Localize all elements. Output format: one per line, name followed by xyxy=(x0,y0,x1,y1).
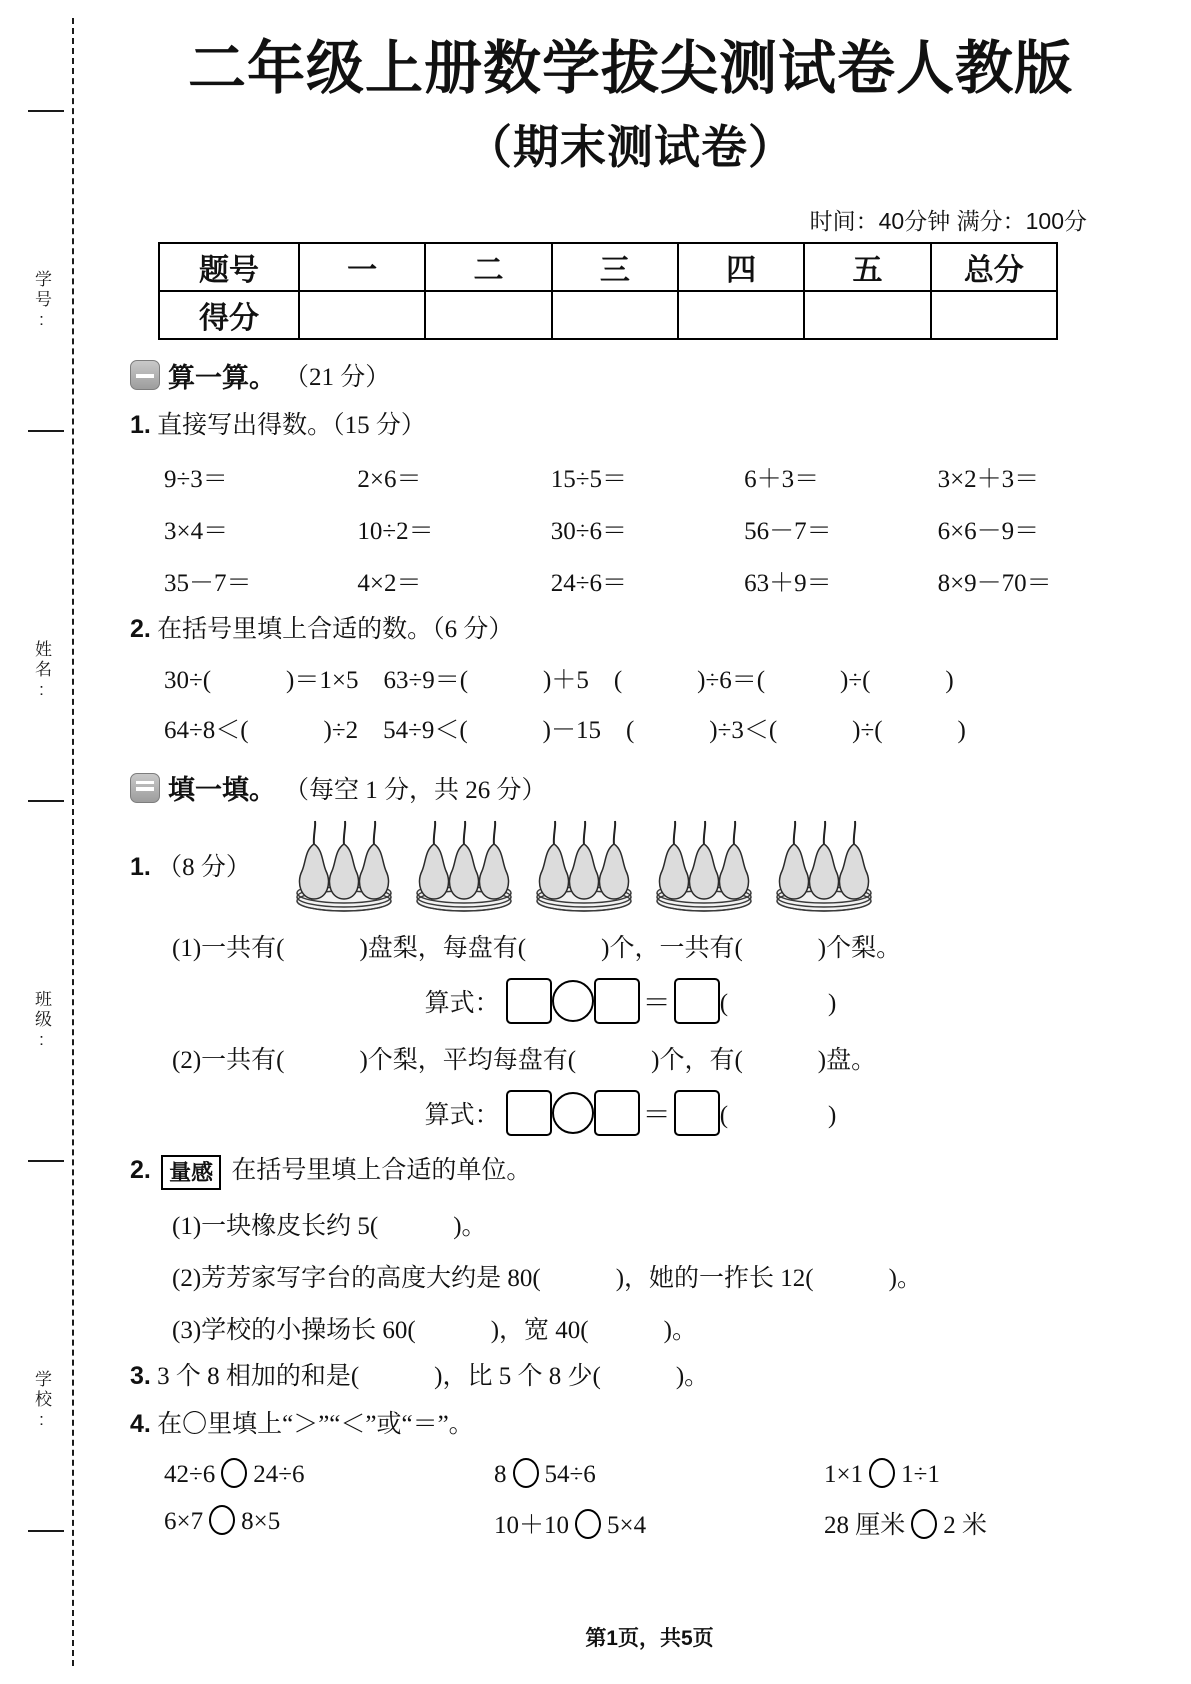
compare-left: 8 xyxy=(494,1460,507,1488)
arithmetic-item[interactable]: 2×6＝ xyxy=(357,465,422,493)
arithmetic-item[interactable]: 56－7＝ xyxy=(744,517,832,545)
arithmetic-item[interactable]: 15÷5＝ xyxy=(550,465,628,493)
formula-box-operand-2[interactable] xyxy=(594,978,640,1024)
formula-box-result[interactable] xyxy=(674,1090,720,1136)
score-input-3[interactable] xyxy=(552,291,678,339)
exam-page xyxy=(108,0,1191,1684)
section-two-badge-icon xyxy=(130,773,160,803)
compare-left: 10＋10 xyxy=(494,1511,570,1539)
pear-plate-icon xyxy=(290,817,398,912)
score-table-col-5: 五 xyxy=(804,243,930,291)
pear-plate-icon xyxy=(410,817,518,912)
compare-item[interactable] xyxy=(494,1505,824,1541)
compare-right: 5×4 xyxy=(607,1511,647,1539)
arithmetic-item[interactable]: 30÷6＝ xyxy=(550,517,628,545)
formula-box-operand-1[interactable] xyxy=(506,978,552,1024)
arithmetic-item[interactable]: 63＋9＝ xyxy=(744,569,832,597)
compare-right: 2 米 xyxy=(943,1511,988,1539)
liang-gan-badge: 量感 xyxy=(161,1155,221,1191)
margin-tick xyxy=(28,110,64,112)
score-input-4[interactable] xyxy=(678,291,804,339)
compare-right: 1÷1 xyxy=(901,1460,940,1488)
question-text: 在括号里填上合适的单位。 xyxy=(231,1157,532,1185)
question-text: （8 分） xyxy=(157,854,251,882)
compare-circle-icon[interactable] xyxy=(911,1509,937,1539)
formula-circle-operator[interactable] xyxy=(552,1092,594,1134)
formula-label: 算式： xyxy=(424,1102,500,1130)
pear-plate-icon xyxy=(650,817,758,912)
fill-number-row-1[interactable]: 30÷( )＝1×5 63÷9＝( )＋5 ( )÷6＝( )÷( ) xyxy=(164,667,954,695)
question-number: 1. xyxy=(130,410,151,439)
question-2-1-sub-1[interactable]: (1)一共有( )盘梨，每盘有( )个，一共有( )个梨。 xyxy=(172,935,902,963)
question-number: 2. xyxy=(130,1156,151,1185)
sidebar-label-student-id: 学号: xyxy=(32,270,51,332)
pear-plate-icon xyxy=(770,817,878,912)
question-2-4-heading xyxy=(130,1408,1131,1442)
compare-right: 8×5 xyxy=(241,1507,281,1535)
sidebar-label-class: 班级: xyxy=(32,990,51,1052)
table-row xyxy=(159,291,1057,339)
section-header-one xyxy=(130,356,1131,395)
question-number: 4. xyxy=(130,1410,151,1439)
pear-plates-illustration xyxy=(290,817,878,912)
question-2-1-heading xyxy=(130,817,290,883)
compare-item[interactable] xyxy=(164,1505,494,1541)
compare-circle-icon[interactable] xyxy=(221,1458,247,1488)
compare-left: 28 厘米 xyxy=(824,1511,906,1539)
question-text: 在〇里填上“＞”“＜”或“＝”。 xyxy=(157,1411,474,1439)
arithmetic-item[interactable]: 10÷2＝ xyxy=(357,517,434,545)
section-header-two xyxy=(130,768,1131,807)
question-2-1-sub-2[interactable]: (2)一共有( )个梨，平均每盘有( )个，有( )盘。 xyxy=(172,1047,877,1075)
arithmetic-row-2 xyxy=(164,511,1131,547)
score-table-col-total: 总分 xyxy=(931,243,1057,291)
formula-unit-blank[interactable]: ( ) xyxy=(719,990,837,1018)
margin-tick xyxy=(28,1530,64,1532)
section-one-badge-icon xyxy=(130,360,160,390)
score-input-1[interactable] xyxy=(299,291,425,339)
arithmetic-item[interactable]: 3×4＝ xyxy=(164,517,229,545)
arithmetic-item[interactable]: 35－7＝ xyxy=(164,569,252,597)
question-2-2-heading xyxy=(130,1154,1131,1190)
question-text: 在括号里填上合适的数。（6 分） xyxy=(157,615,514,643)
question-2-2-sub-1[interactable]: (1)一块橡皮长约 5( )。 xyxy=(172,1213,487,1241)
score-table-col-4: 四 xyxy=(678,243,804,291)
score-table-col-3: 三 xyxy=(552,243,678,291)
compare-circle-icon[interactable] xyxy=(513,1458,539,1488)
compare-item[interactable] xyxy=(164,1458,494,1489)
question-2-2-sub-2[interactable]: (2)芳芳家写字台的高度大约是 80( )，她的一拃长 12( )。 xyxy=(172,1265,922,1293)
score-table-col-1: 一 xyxy=(299,243,425,291)
arithmetic-item[interactable]: 8×9－70＝ xyxy=(937,569,1052,597)
question-2-3-heading xyxy=(130,1360,1131,1394)
score-input-2[interactable] xyxy=(425,291,551,339)
arithmetic-item[interactable]: 6＋3＝ xyxy=(744,465,820,493)
formula-box-result[interactable] xyxy=(674,978,720,1024)
sidebar-label-name: 姓名: xyxy=(32,640,51,702)
compare-right: 24÷6 xyxy=(253,1460,305,1488)
compare-row-2 xyxy=(164,1505,1131,1541)
page-footer: 第1页，共5页 xyxy=(585,1627,714,1650)
arithmetic-item[interactable]: 3×2＋3＝ xyxy=(937,465,1040,493)
formula-unit-blank[interactable]: ( ) xyxy=(719,1102,837,1130)
question-text: 直接写出得数。（15 分） xyxy=(157,411,426,439)
compare-circle-icon[interactable] xyxy=(575,1509,601,1539)
arithmetic-item[interactable]: 4×2＝ xyxy=(357,569,422,597)
page-subtitle: （期末测试卷） xyxy=(466,120,795,173)
compare-item[interactable] xyxy=(494,1458,824,1489)
formula-box-operand-1[interactable] xyxy=(506,1090,552,1136)
compare-row-1 xyxy=(164,1458,1131,1489)
question-1-2-heading xyxy=(130,613,1131,647)
score-input-total[interactable] xyxy=(931,291,1057,339)
formula-box-operand-2[interactable] xyxy=(594,1090,640,1136)
formula-row-1 xyxy=(130,978,1131,1024)
formula-circle-operator[interactable] xyxy=(552,980,594,1022)
compare-left: 6×7 xyxy=(164,1507,204,1535)
arithmetic-row-1 xyxy=(164,459,1131,495)
score-table-label-score: 得分 xyxy=(159,291,299,339)
section-two-points: （每空 1 分，共 26 分） xyxy=(284,776,547,804)
compare-circle-icon[interactable] xyxy=(209,1505,235,1535)
pear-plate-icon xyxy=(530,817,638,912)
arithmetic-item[interactable]: 6×6－9＝ xyxy=(937,517,1040,545)
arithmetic-row-3 xyxy=(164,563,1131,599)
compare-circle-icon[interactable] xyxy=(869,1458,895,1488)
binding-strip xyxy=(0,0,108,1684)
section-one-title: 算一算。 xyxy=(168,362,276,393)
compare-right: 54÷6 xyxy=(544,1460,596,1488)
fill-number-row-2[interactable]: 64÷8＜( )÷2 54÷9＜( )－15 ( )÷3＜( )÷( ) xyxy=(164,717,966,745)
margin-tick xyxy=(28,430,64,432)
compare-item[interactable] xyxy=(824,1458,1124,1489)
exam-meta: 时间：40分钟 满分：100分 xyxy=(809,207,1087,234)
compare-left: 1×1 xyxy=(824,1460,864,1488)
score-input-5[interactable] xyxy=(804,291,930,339)
formula-label: 算式： xyxy=(424,990,500,1018)
margin-tick xyxy=(28,1160,64,1162)
margin-tick xyxy=(28,800,64,802)
compare-item[interactable] xyxy=(824,1505,1124,1541)
equals-sign: ＝ xyxy=(642,1100,671,1132)
page-title: 二年级上册数学拔尖测试卷人教版 xyxy=(187,36,1073,101)
formula-row-2 xyxy=(130,1090,1131,1136)
score-table-label-number: 题号 xyxy=(159,243,299,291)
equals-sign: ＝ xyxy=(642,988,671,1020)
compare-left: 42÷6 xyxy=(164,1460,216,1488)
arithmetic-item[interactable]: 24÷6＝ xyxy=(550,569,628,597)
question-1-1-heading xyxy=(130,409,1131,443)
score-table xyxy=(158,242,1058,340)
question-text[interactable]: 3 个 8 相加的和是( )，比 5 个 8 少( )。 xyxy=(157,1363,710,1391)
question-2-2-sub-3[interactable]: (3)学校的小操场长 60( )，宽 40( )。 xyxy=(172,1317,697,1345)
question-number: 1. xyxy=(130,853,151,882)
section-one-points: （21 分） xyxy=(284,364,391,392)
arithmetic-item[interactable]: 9÷3＝ xyxy=(164,465,228,493)
score-table-col-2: 二 xyxy=(425,243,551,291)
table-row xyxy=(159,243,1057,291)
question-number: 2. xyxy=(130,614,151,643)
dashed-fold-line xyxy=(72,18,74,1666)
section-two-title: 填一填。 xyxy=(168,775,276,806)
sidebar-label-school: 学校: xyxy=(32,1370,51,1432)
question-2-1-block xyxy=(130,817,1131,912)
question-number: 3. xyxy=(130,1362,151,1391)
